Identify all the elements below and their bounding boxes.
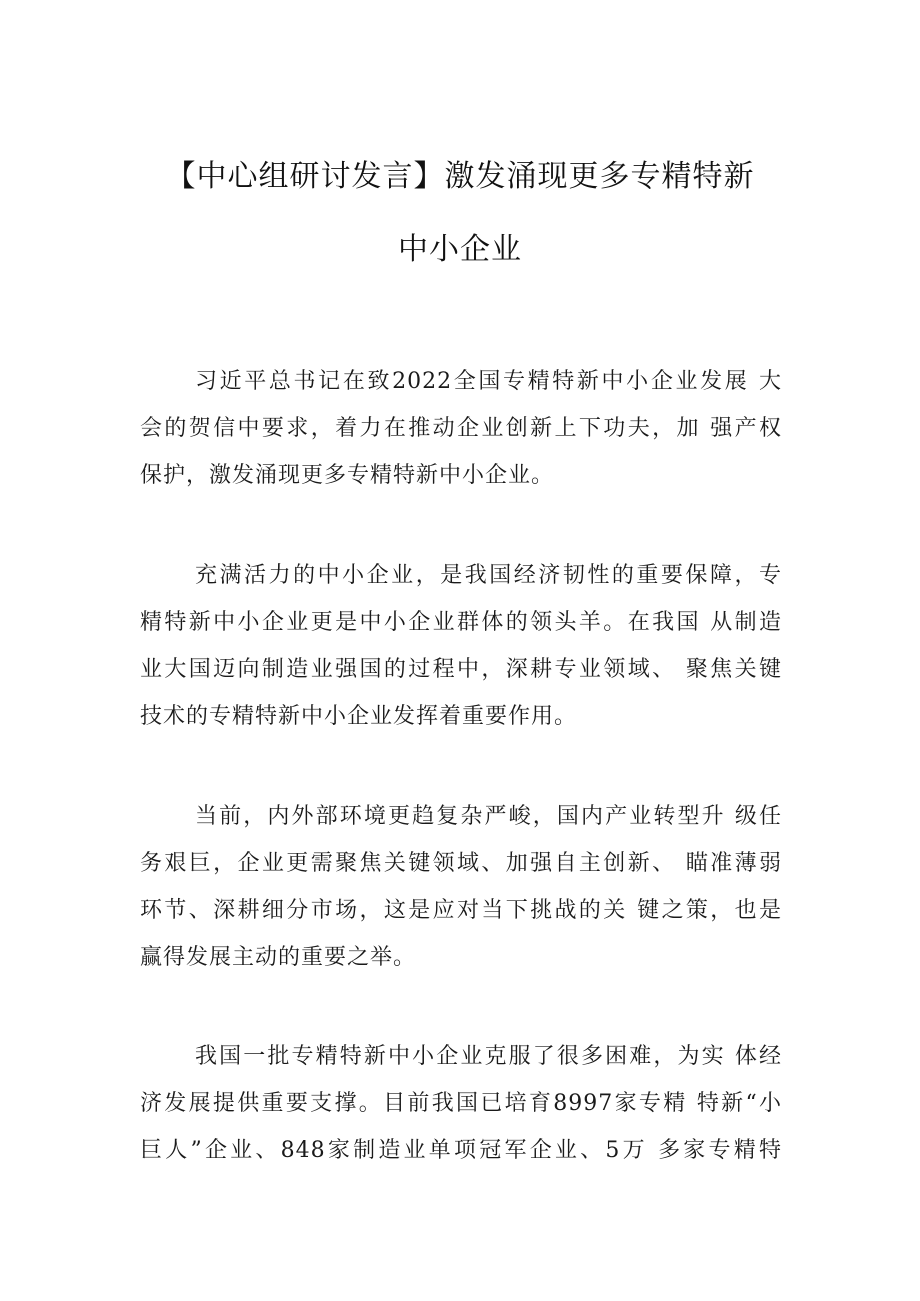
paragraph-line: 精特新中小企业更是中小企业群体的领头羊。在我国 从制造	[140, 610, 782, 635]
paragraph-line: 技术的专精特新中小企业发挥着重要作用。	[140, 704, 578, 729]
paragraph-4	[140, 1033, 782, 1174]
paragraph-line: 会的贺信中要求，着力在推动企业创新上下功夫，加 强产权	[140, 416, 782, 441]
document-title-line-1: 【中心组研讨发言】激发涌现更多专精特新	[165, 159, 755, 194]
paragraph-line: 习近平总书记在致2022全国专精特新中小企业发展 大	[195, 369, 782, 394]
document-title-line-2: 中小企业	[398, 232, 522, 267]
paragraph-line: 我国一批专精特新中小企业克服了很多困难，为实 体经	[195, 1044, 782, 1069]
paragraph-line: 充满活力的中小企业，是我国经济韧性的重要保障，专	[195, 563, 782, 588]
paragraph-line: 赢得发展主动的重要之举。	[140, 945, 417, 970]
paragraph-line: 环节、深耕细分市场，这是应对当下挑战的关 键之策，也是	[140, 898, 782, 923]
paragraph-line: 当前，内外部环境更趋复杂严峻，国内产业转型升 级任	[195, 804, 782, 829]
paragraph-1	[140, 358, 782, 499]
paragraph-line: 保护，激发涌现更多专精特新中小企业。	[140, 463, 555, 488]
paragraph-2	[140, 552, 782, 740]
paragraph-3	[140, 793, 782, 981]
paragraph-line: 巨人”企业、848家制造业单项冠军企业、5万 多家专精特	[140, 1138, 782, 1163]
paragraph-line: 业大国迈向制造业强国的过程中，深耕专业领域、 聚焦关键	[140, 657, 782, 682]
paragraph-line: 济发展提供重要支撑。目前我国已培育8997家专精 特新“小	[140, 1091, 782, 1116]
paragraph-line: 务艰巨，企业更需聚焦关键领域、加强自主创新、 瞄准薄弱	[140, 851, 782, 876]
